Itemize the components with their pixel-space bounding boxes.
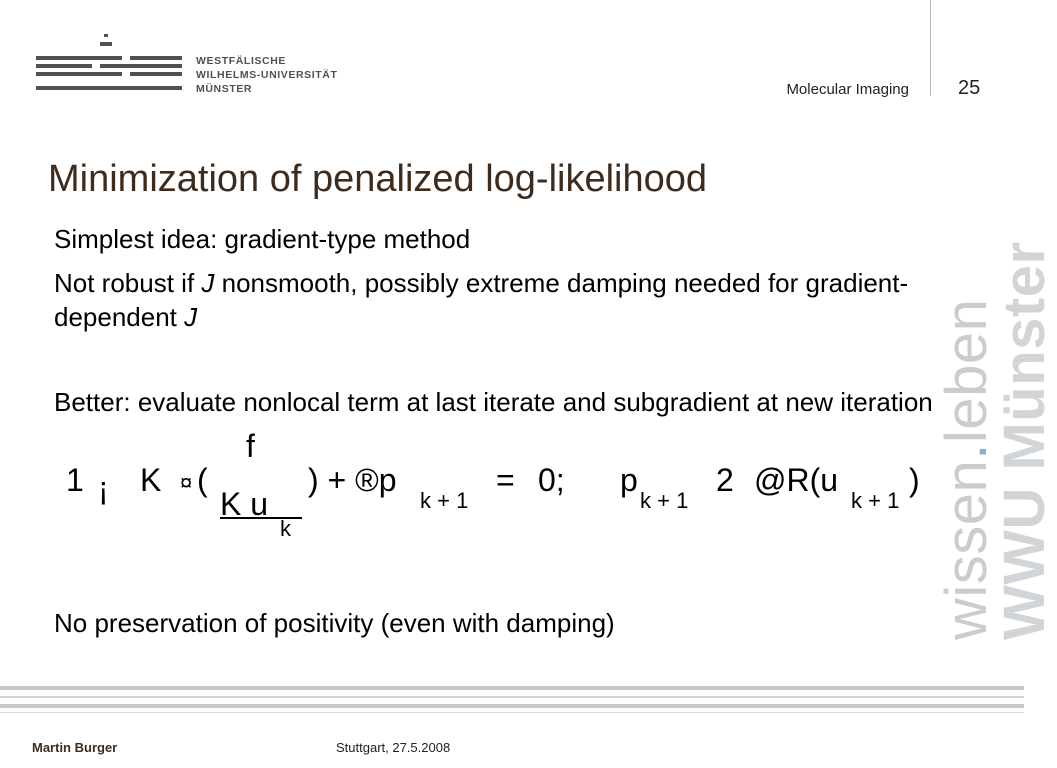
eq-denominator-sub: k (280, 516, 291, 541)
watermark-word-2: leben (934, 298, 999, 444)
eq-element-of: 2 (716, 462, 734, 498)
eq-adjoint-glyph: ¤ (180, 470, 193, 495)
logo-mark-icon (34, 34, 184, 100)
eq-sub-2: k + 1 (640, 488, 689, 513)
presentation-title: Molecular Imaging (786, 81, 909, 98)
eq-numerator-f: f (246, 428, 255, 464)
watermark-word-1: wissen (934, 459, 999, 640)
logo-line-2: WILHELMS-UNIVERSITÄT (196, 69, 338, 81)
logo-line-1: WESTFÄLISCHE (196, 55, 287, 67)
eq-open-paren: ( (197, 462, 208, 498)
bullet-2 (54, 266, 1009, 334)
watermark-line-2: WWU Münster (992, 241, 1057, 640)
eq-p: p (620, 462, 638, 498)
footer-place-date: Stuttgart, 27.5.2008 (336, 740, 451, 755)
bullet-3: Better: evaluate nonlocal term at last iterate and subgradient at new iteration (54, 387, 933, 417)
eq-minus-glyph: ¡ (98, 470, 109, 506)
eq-denominator: K u (220, 486, 269, 522)
logo-line-3: MÜNSTER (196, 83, 253, 95)
page-number: 25 (958, 77, 981, 99)
eq-subdiff: @R(u (754, 462, 839, 498)
bullet-1: Simplest idea: gradient-type method (54, 224, 471, 254)
university-name (196, 54, 338, 96)
eq-zero: 0; (538, 462, 565, 498)
bullet-4: No preservation of positivity (even with damping) (54, 608, 615, 638)
eq-sub-1: k + 1 (420, 488, 469, 513)
watermark-line-1 (934, 241, 999, 640)
footer-author: Martin Burger (32, 740, 118, 755)
eq-equals: = (496, 462, 515, 498)
bullet-2-symbol-j: J (201, 268, 215, 298)
eq-sub-3: k + 1 (851, 488, 900, 513)
watermark-dot: . (934, 443, 999, 460)
slide-title: Minimization of penalized log-likelihood (48, 158, 708, 200)
university-logo (34, 34, 338, 100)
bullet-2-text-b: nonsmooth, possibly extreme damping needed for gradient-dependent (54, 268, 909, 332)
bullet-2-symbol-j-2: J (184, 302, 198, 332)
bullet-2-text-a: Not robust if (54, 268, 202, 298)
footer-rules (0, 686, 1024, 716)
eq-k-operator: K (140, 462, 162, 498)
header-divider (930, 0, 931, 96)
eq-one: 1 (66, 462, 84, 498)
watermark (934, 241, 1057, 640)
eq-plus-alpha-p: ) + ®p (308, 462, 397, 498)
eq-close-paren: ) (909, 462, 920, 498)
